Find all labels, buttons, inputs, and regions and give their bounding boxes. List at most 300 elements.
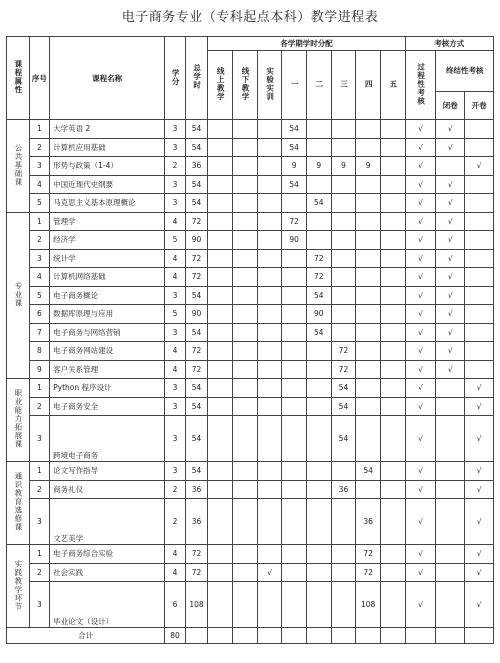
- empty-cell: [233, 628, 258, 644]
- cell-proc: √: [405, 212, 436, 231]
- cell-no: 2: [29, 231, 50, 250]
- cell-s5: [380, 323, 405, 342]
- cell-course-name: 电子商务安全: [50, 397, 165, 416]
- col-header-sub-4: 二: [306, 51, 331, 120]
- cell-credit: 3: [165, 138, 186, 157]
- cell-course-name: 计算机应用基础: [50, 138, 165, 157]
- cell-s5: [380, 120, 405, 139]
- cell-offline: [233, 231, 258, 250]
- cell-hours: 72: [185, 563, 208, 582]
- cell-offline: [233, 480, 258, 499]
- cell-s4: [356, 231, 381, 250]
- cell-closed: √: [436, 323, 465, 342]
- cell-s4: [356, 194, 381, 213]
- cell-credit: 5: [165, 231, 186, 250]
- table-row: [7, 305, 494, 324]
- cell-s5: [380, 268, 405, 287]
- cell-s3: [331, 231, 356, 250]
- cell-open: √: [465, 157, 494, 176]
- cell-hours: 54: [185, 462, 208, 481]
- empty-cell: [380, 628, 405, 644]
- cell-open: √: [465, 397, 494, 416]
- cell-offline: [233, 416, 258, 462]
- col-header-sub-3: 一: [282, 51, 307, 120]
- cell-proc: √: [405, 323, 436, 342]
- cell-open: √: [465, 379, 494, 398]
- cell-no: 2: [29, 563, 50, 582]
- cell-lab: [257, 157, 282, 176]
- cell-online: [208, 563, 233, 582]
- cell-s2: [306, 342, 331, 361]
- cell-proc: √: [405, 231, 436, 250]
- cell-credit: 4: [165, 268, 186, 287]
- cell-proc: √: [405, 462, 436, 481]
- cell-online: [208, 249, 233, 268]
- cell-closed: [436, 545, 465, 564]
- total-label: 合计: [7, 628, 165, 644]
- cell-s2: [306, 397, 331, 416]
- cell-hours: 54: [185, 194, 208, 213]
- cell-s1: [282, 582, 307, 628]
- empty-cell: [306, 628, 331, 644]
- cell-no: 5: [29, 286, 50, 305]
- cell-credit: 3: [165, 416, 186, 462]
- cell-offline: [233, 379, 258, 398]
- table-row: [7, 138, 494, 157]
- cell-offline: [233, 157, 258, 176]
- cell-s3: 72: [331, 342, 356, 361]
- cell-course-name: 电子商务综合实验: [50, 545, 165, 564]
- cell-no: 6: [29, 305, 50, 324]
- cell-s5: [380, 582, 405, 628]
- cell-closed: √: [436, 194, 465, 213]
- cell-s1: [282, 268, 307, 287]
- cell-s4: [356, 286, 381, 305]
- cell-open: [465, 323, 494, 342]
- cell-online: [208, 582, 233, 628]
- cell-open: √: [465, 499, 494, 545]
- cell-lab: [257, 397, 282, 416]
- col-header-sub-2: 实验实训: [257, 51, 282, 120]
- cell-s3: 36: [331, 480, 356, 499]
- cell-hours: 54: [185, 138, 208, 157]
- cell-closed: [436, 462, 465, 481]
- cell-s3: [331, 286, 356, 305]
- cell-lab: [257, 231, 282, 250]
- group-label: 公共基础课: [7, 120, 30, 213]
- col-header-index: 序号: [29, 37, 50, 120]
- cell-online: [208, 175, 233, 194]
- table-row: [7, 563, 494, 582]
- cell-no: 5: [29, 194, 50, 213]
- cell-online: [208, 157, 233, 176]
- cell-s4: [356, 138, 381, 157]
- col-header-sub-7: 五: [380, 51, 405, 120]
- cell-credit: 2: [165, 499, 186, 545]
- cell-s4: [356, 397, 381, 416]
- cell-s3: [331, 268, 356, 287]
- cell-s2: [306, 120, 331, 139]
- cell-closed: [436, 582, 465, 628]
- cell-offline: [233, 499, 258, 545]
- cell-credit: 4: [165, 360, 186, 379]
- cell-offline: [233, 462, 258, 481]
- col-header-course-name: 课程名称: [50, 37, 165, 120]
- cell-closed: [436, 379, 465, 398]
- cell-s5: [380, 480, 405, 499]
- cell-lab: [257, 138, 282, 157]
- empty-cell: [257, 628, 282, 644]
- table-row: [7, 249, 494, 268]
- group-label: 职业能力拓展课: [7, 379, 30, 462]
- cell-online: [208, 305, 233, 324]
- cell-no: 3: [29, 249, 50, 268]
- cell-online: [208, 397, 233, 416]
- cell-lab: [257, 268, 282, 287]
- cell-s2: [306, 499, 331, 545]
- table-row: [7, 194, 494, 213]
- cell-s4: 72: [356, 563, 381, 582]
- empty-cell: [465, 628, 494, 644]
- cell-closed: √: [436, 231, 465, 250]
- cell-s5: [380, 231, 405, 250]
- col-header-attribute: 课程属性: [7, 37, 30, 120]
- cell-online: [208, 545, 233, 564]
- cell-online: [208, 416, 233, 462]
- cell-offline: [233, 268, 258, 287]
- cell-course-name: 论文写作指导: [50, 462, 165, 481]
- cell-s4: [356, 323, 381, 342]
- cell-hours: 90: [185, 231, 208, 250]
- cell-s3: [331, 175, 356, 194]
- cell-s5: [380, 416, 405, 462]
- cell-no: 7: [29, 323, 50, 342]
- cell-open: √: [465, 582, 494, 628]
- cell-s4: 54: [356, 462, 381, 481]
- cell-s2: [306, 212, 331, 231]
- cell-open: [465, 231, 494, 250]
- group-label: 通识教育选修课: [7, 462, 30, 545]
- cell-s1: [282, 462, 307, 481]
- course-schedule-table: [6, 36, 494, 644]
- cell-credit: 6: [165, 582, 186, 628]
- cell-closed: [436, 499, 465, 545]
- cell-open: [465, 120, 494, 139]
- cell-s3: [331, 194, 356, 213]
- cell-open: √: [465, 480, 494, 499]
- cell-closed: √: [436, 249, 465, 268]
- cell-offline: [233, 194, 258, 213]
- cell-online: [208, 120, 233, 139]
- cell-s3: 54: [331, 416, 356, 462]
- cell-proc: √: [405, 342, 436, 361]
- cell-course-name: 大学英语 2: [50, 120, 165, 139]
- table-row: [7, 397, 494, 416]
- cell-s3: 54: [331, 379, 356, 398]
- cell-credit: 2: [165, 480, 186, 499]
- cell-s5: [380, 138, 405, 157]
- table-row: [7, 268, 494, 287]
- cell-lab: [257, 249, 282, 268]
- cell-s1: [282, 323, 307, 342]
- cell-s2: [306, 582, 331, 628]
- cell-s1: 54: [282, 138, 307, 157]
- col-header-total-hours: 总学时: [185, 37, 208, 120]
- cell-s5: [380, 360, 405, 379]
- cell-hours: 72: [185, 360, 208, 379]
- cell-open: √: [465, 416, 494, 462]
- cell-proc: √: [405, 379, 436, 398]
- cell-s1: [282, 194, 307, 213]
- cell-open: [465, 194, 494, 213]
- cell-offline: [233, 212, 258, 231]
- cell-proc: √: [405, 268, 436, 287]
- empty-cell: [356, 628, 381, 644]
- cell-s4: [356, 379, 381, 398]
- table-row: [7, 379, 494, 398]
- cell-s5: [380, 342, 405, 361]
- cell-s3: [331, 563, 356, 582]
- cell-proc: √: [405, 305, 436, 324]
- cell-course-name: 毕业论文（设计）: [50, 582, 165, 628]
- cell-s5: [380, 175, 405, 194]
- cell-s2: 9: [306, 157, 331, 176]
- cell-course-name: 社会实践: [50, 563, 165, 582]
- cell-s3: [331, 499, 356, 545]
- cell-credit: 2: [165, 157, 186, 176]
- cell-s1: 90: [282, 231, 307, 250]
- cell-no: 4: [29, 268, 50, 287]
- cell-open: [465, 138, 494, 157]
- cell-proc: √: [405, 120, 436, 139]
- cell-credit: 3: [165, 397, 186, 416]
- cell-no: 4: [29, 175, 50, 194]
- cell-s2: [306, 480, 331, 499]
- cell-closed: [436, 157, 465, 176]
- cell-hours: 72: [185, 212, 208, 231]
- cell-offline: [233, 360, 258, 379]
- cell-s2: [306, 360, 331, 379]
- page-title: 电子商务专业（专科起点本科）教学进程表: [121, 10, 379, 25]
- cell-proc: √: [405, 499, 436, 545]
- cell-s5: [380, 379, 405, 398]
- cell-course-name: 电子商务概论: [50, 286, 165, 305]
- table-row: [7, 175, 494, 194]
- cell-s1: [282, 305, 307, 324]
- empty-cell: [436, 628, 465, 644]
- cell-offline: [233, 305, 258, 324]
- cell-closed: √: [436, 175, 465, 194]
- cell-s1: [282, 286, 307, 305]
- cell-open: [465, 268, 494, 287]
- cell-online: [208, 480, 233, 499]
- cell-closed: √: [436, 120, 465, 139]
- cell-proc: √: [405, 194, 436, 213]
- cell-s2: [306, 175, 331, 194]
- cell-open: [465, 360, 494, 379]
- cell-proc: √: [405, 249, 436, 268]
- cell-credit: 3: [165, 120, 186, 139]
- total-credit: 80: [165, 628, 186, 644]
- cell-s3: [331, 120, 356, 139]
- cell-s3: 9: [331, 157, 356, 176]
- cell-s2: [306, 231, 331, 250]
- cell-proc: √: [405, 157, 436, 176]
- cell-credit: 5: [165, 305, 186, 324]
- cell-hours: 54: [185, 323, 208, 342]
- cell-course-name: 统计学: [50, 249, 165, 268]
- cell-no: 2: [29, 397, 50, 416]
- table-row: [7, 360, 494, 379]
- cell-no: 2: [29, 480, 50, 499]
- cell-online: [208, 212, 233, 231]
- cell-hours: 72: [185, 249, 208, 268]
- col-header-sub-6: 四: [356, 51, 381, 120]
- cell-hours: 72: [185, 342, 208, 361]
- empty-cell: [331, 628, 356, 644]
- cell-s5: [380, 462, 405, 481]
- cell-lab: [257, 120, 282, 139]
- cell-s2: [306, 563, 331, 582]
- cell-credit: 3: [165, 175, 186, 194]
- cell-s4: 72: [356, 545, 381, 564]
- cell-online: [208, 268, 233, 287]
- group-label: 专业课: [7, 212, 30, 379]
- table-row: [7, 157, 494, 176]
- cell-closed: [436, 397, 465, 416]
- cell-no: 1: [29, 212, 50, 231]
- cell-lab: [257, 194, 282, 213]
- empty-cell: [282, 628, 307, 644]
- cell-s4: [356, 305, 381, 324]
- cell-hours: 108: [185, 582, 208, 628]
- cell-s3: [331, 305, 356, 324]
- cell-s2: 54: [306, 194, 331, 213]
- cell-s2: 54: [306, 323, 331, 342]
- empty-cell: [405, 628, 436, 644]
- cell-no: 3: [29, 582, 50, 628]
- cell-credit: 4: [165, 563, 186, 582]
- cell-lab: √: [257, 563, 282, 582]
- cell-offline: [233, 249, 258, 268]
- cell-s1: 54: [282, 175, 307, 194]
- cell-online: [208, 499, 233, 545]
- cell-credit: 3: [165, 462, 186, 481]
- cell-s4: [356, 212, 381, 231]
- cell-s5: [380, 249, 405, 268]
- cell-s4: [356, 360, 381, 379]
- cell-s1: [282, 480, 307, 499]
- cell-proc: √: [405, 545, 436, 564]
- cell-s5: [380, 305, 405, 324]
- table-row: [7, 231, 494, 250]
- cell-online: [208, 231, 233, 250]
- cell-s4: [356, 249, 381, 268]
- cell-hours: 36: [185, 480, 208, 499]
- cell-s3: [331, 249, 356, 268]
- cell-hours: 36: [185, 157, 208, 176]
- cell-s5: [380, 397, 405, 416]
- total-row: [7, 628, 494, 644]
- cell-s1: [282, 379, 307, 398]
- cell-no: 8: [29, 342, 50, 361]
- cell-credit: 4: [165, 212, 186, 231]
- cell-proc: √: [405, 138, 436, 157]
- cell-offline: [233, 397, 258, 416]
- cell-hours: 54: [185, 397, 208, 416]
- cell-s4: 108: [356, 582, 381, 628]
- cell-lab: [257, 545, 282, 564]
- table-row: [7, 499, 494, 545]
- cell-s1: [282, 360, 307, 379]
- cell-hours: 54: [185, 120, 208, 139]
- cell-course-name: 文艺美学: [50, 499, 165, 545]
- cell-no: 3: [29, 416, 50, 462]
- cell-credit: 3: [165, 194, 186, 213]
- col-header-sub-5: 三: [331, 51, 356, 120]
- cell-proc: √: [405, 582, 436, 628]
- cell-online: [208, 462, 233, 481]
- cell-lab: [257, 175, 282, 194]
- cell-lab: [257, 416, 282, 462]
- cell-no: 1: [29, 120, 50, 139]
- cell-lab: [257, 305, 282, 324]
- cell-closed: √: [436, 360, 465, 379]
- cell-closed: √: [436, 268, 465, 287]
- cell-open: [465, 305, 494, 324]
- cell-offline: [233, 323, 258, 342]
- cell-offline: [233, 138, 258, 157]
- cell-lab: [257, 379, 282, 398]
- cell-open: [465, 342, 494, 361]
- cell-course-name: 电子商务网站建设: [50, 342, 165, 361]
- cell-s5: [380, 157, 405, 176]
- cell-no: 9: [29, 360, 50, 379]
- col-header-assessment: 考核方式: [405, 37, 493, 51]
- cell-lab: [257, 286, 282, 305]
- cell-offline: [233, 563, 258, 582]
- cell-online: [208, 194, 233, 213]
- cell-course-name: 电子商务与网络营销: [50, 323, 165, 342]
- cell-s4: [356, 416, 381, 462]
- cell-hours: 54: [185, 379, 208, 398]
- group-label: 实践教学环节: [7, 545, 30, 628]
- cell-s3: 72: [331, 360, 356, 379]
- cell-no: 3: [29, 157, 50, 176]
- cell-open: √: [465, 545, 494, 564]
- table-row: [7, 212, 494, 231]
- cell-credit: 4: [165, 545, 186, 564]
- cell-s1: 9: [282, 157, 307, 176]
- cell-s5: [380, 286, 405, 305]
- cell-course-name: 跨境电子商务: [50, 416, 165, 462]
- cell-s1: [282, 342, 307, 361]
- cell-proc: √: [405, 397, 436, 416]
- cell-hours: 54: [185, 175, 208, 194]
- cell-offline: [233, 582, 258, 628]
- cell-s3: [331, 138, 356, 157]
- cell-course-name: 管理学: [50, 212, 165, 231]
- cell-course-name: 客户关系管理: [50, 360, 165, 379]
- cell-s5: [380, 545, 405, 564]
- cell-online: [208, 379, 233, 398]
- cell-hours: 54: [185, 416, 208, 462]
- table-row: [7, 286, 494, 305]
- cell-lab: [257, 582, 282, 628]
- cell-open: [465, 212, 494, 231]
- cell-hours: 72: [185, 268, 208, 287]
- cell-s4: [356, 268, 381, 287]
